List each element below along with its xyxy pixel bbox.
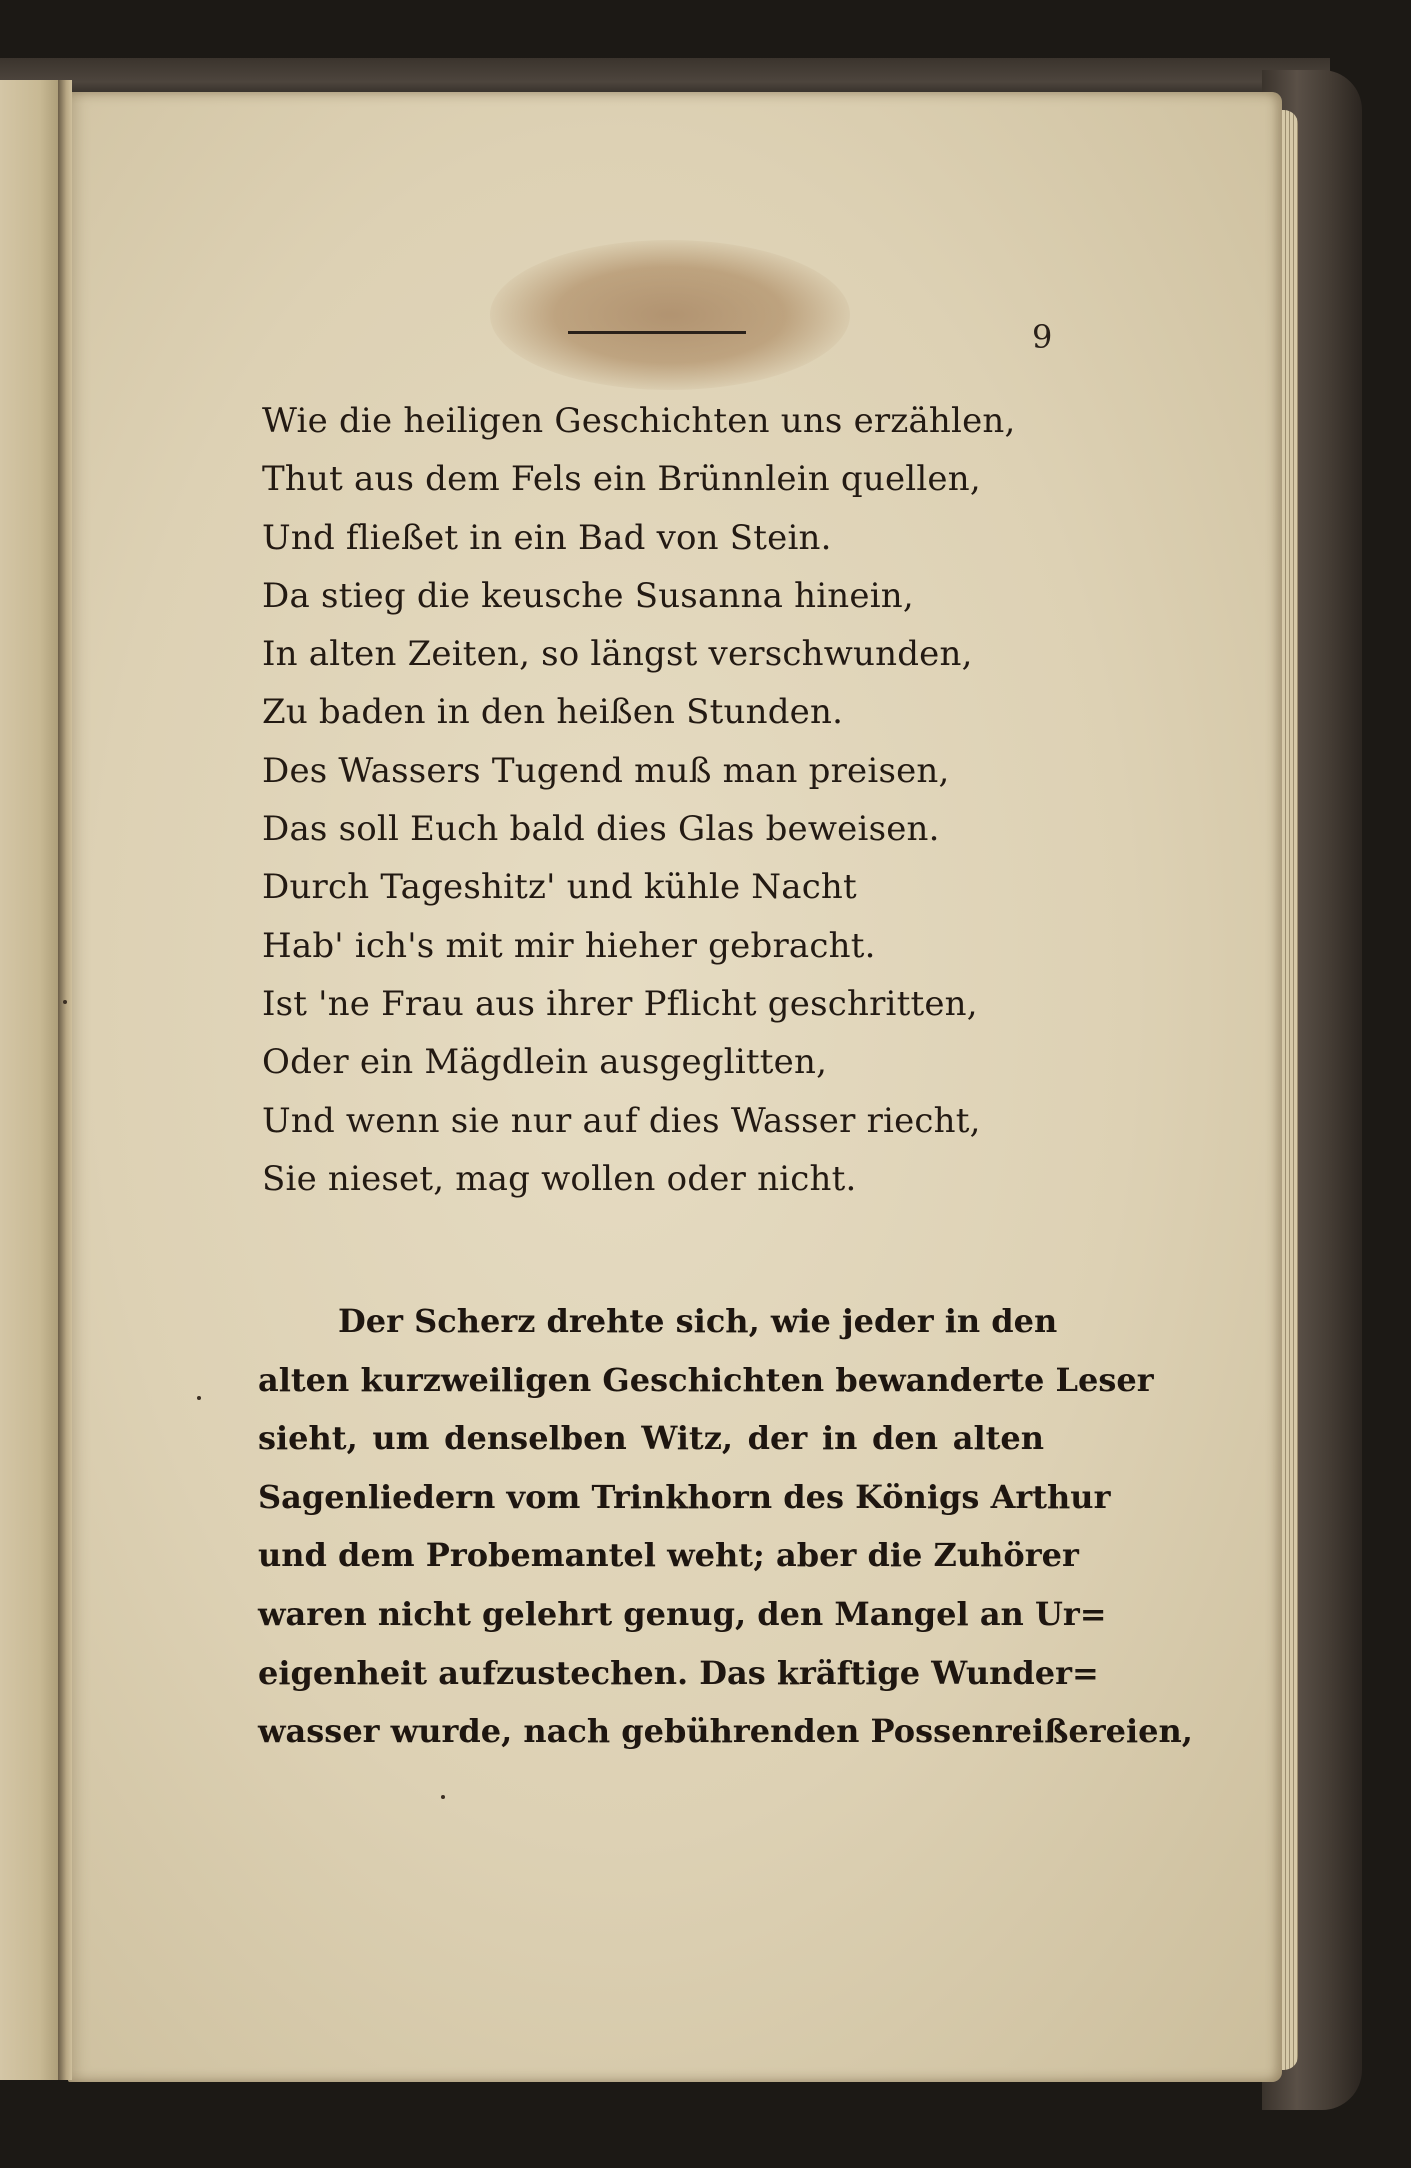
verse-line: Hab' ich's mit mir hieher gebracht. xyxy=(262,925,876,966)
verse-block xyxy=(262,392,1016,1208)
prose-line: Der Scherz drehte sich, wie jeder in den xyxy=(338,1302,1058,1340)
prose-paragraph xyxy=(258,1292,1193,1761)
prose-line: alten kurzweiligen Geschichten bewanderte Leser xyxy=(258,1360,1154,1399)
verse-line: Und wenn sie nur auf dies Wasser riecht, xyxy=(262,1100,981,1141)
ink-fleck xyxy=(441,1795,445,1799)
verse-line: Wie die heiligen Geschichten uns erzählen, xyxy=(262,401,1016,441)
verse-line: Sie nieset, mag wollen oder nicht. xyxy=(262,1158,857,1199)
verse-line: Das soll Euch bald dies Glas beweisen. xyxy=(262,809,940,850)
verse-line: Zu baden in den heißen Stunden. xyxy=(262,692,844,733)
verse-line: Da stieg die keusche Susanna hinein, xyxy=(262,575,914,616)
verse-line: Durch Tageshitz' und kühle Nacht xyxy=(262,867,857,908)
ink-fleck xyxy=(197,1396,201,1400)
prose-line: wasser wurde, nach gebührenden Possenreißereien, xyxy=(258,1712,1193,1751)
prose-line: sieht, um denselben Witz, der in den alten xyxy=(258,1419,1044,1458)
page-number: 9 xyxy=(1032,318,1053,356)
verse-line: In alten Zeiten, so längst verschwunden, xyxy=(262,634,973,675)
verse-line: Oder ein Mägdlein ausgeglitten, xyxy=(262,1042,828,1083)
previous-page-edge xyxy=(0,80,66,2080)
ink-fleck xyxy=(63,1000,67,1004)
verse-line: Des Wassers Tugend muß man preisen, xyxy=(262,750,950,791)
prose-line: eigenheit aufzustechen. Das kräftige Wunder= xyxy=(258,1653,1099,1692)
book-gutter xyxy=(58,80,72,2080)
prose-line: waren nicht gelehrt genug, den Mangel an Ur= xyxy=(258,1594,1107,1633)
prose-line: und dem Probemantel weht; aber die Zuhörer xyxy=(258,1536,1079,1575)
verse-line: Und fließet in ein Bad von Stein. xyxy=(262,517,832,558)
water-stain xyxy=(490,240,850,390)
header-rule xyxy=(568,331,746,334)
verse-line: Thut aus dem Fels ein Brünnlein quellen, xyxy=(262,459,981,500)
prose-line: Sagenliedern vom Trinkhorn des Königs Arthur xyxy=(258,1477,1111,1516)
verse-line: Ist 'ne Frau aus ihrer Pflicht geschritten, xyxy=(262,983,978,1024)
